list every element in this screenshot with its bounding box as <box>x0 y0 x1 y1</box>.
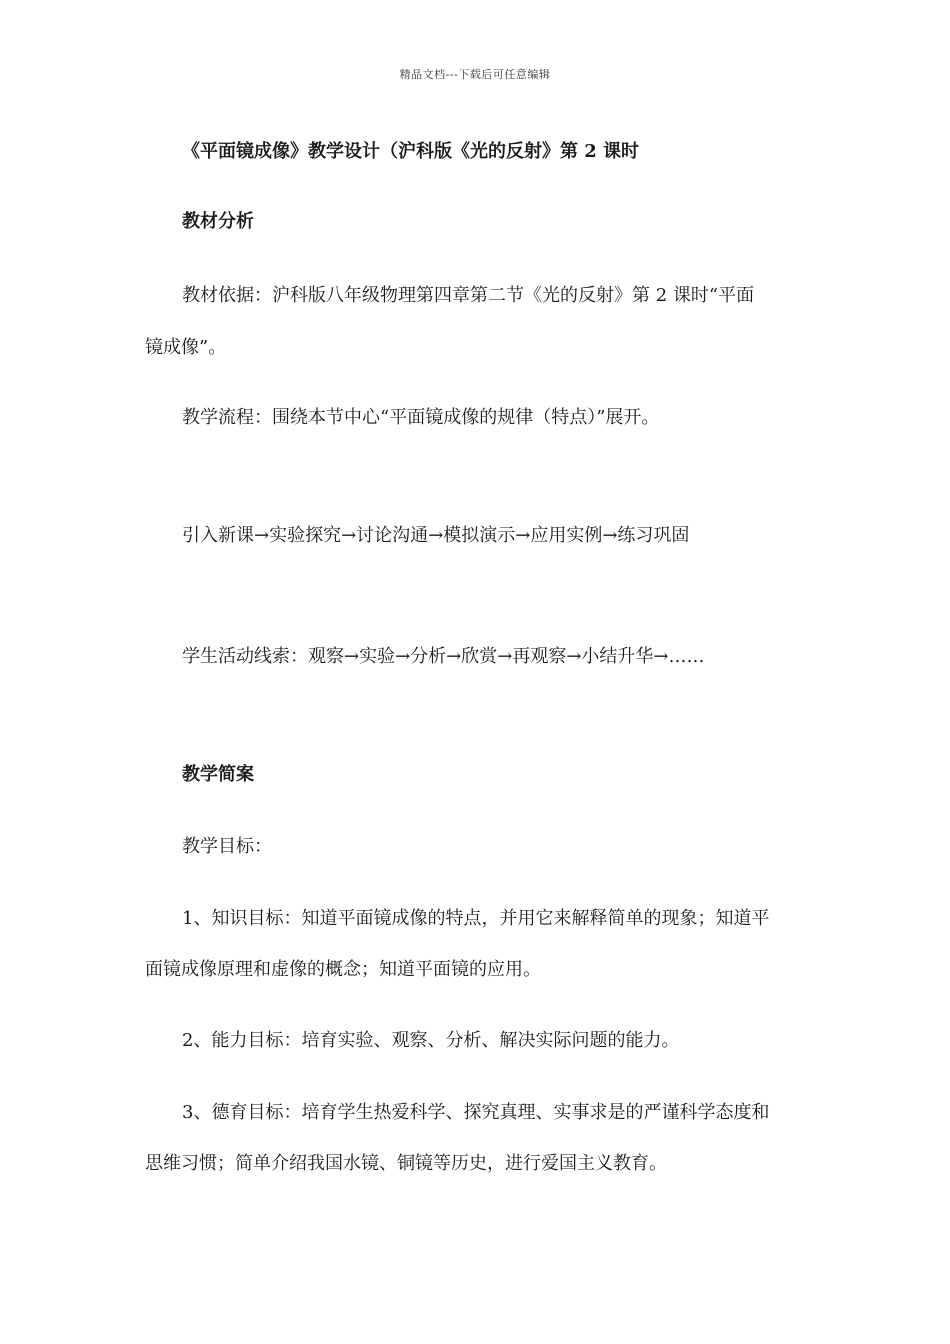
paragraph-material-basis-line1: 教材依据：沪科版八年级物理第四章第二节《光的反射》第 2 课时“平面 <box>182 285 755 306</box>
page-header: 精品文档---下载后可任意编辑 <box>399 68 551 81</box>
section-heading-material-analysis: 教材分析 <box>182 211 254 232</box>
goal-knowledge-line2: 面镜成像原理和虚像的概念；知道平面镜的应用。 <box>145 959 541 980</box>
goal-moral-line1: 3、德育目标：培育学生热爱科学、探究真理、实事求是的严谨科学态度和 <box>182 1102 770 1123</box>
goal-moral-line2: 思维习惯；简单介绍我国水镜、铜镜等历史，进行爱国主义教育。 <box>145 1153 667 1174</box>
teaching-goals-label: 教学目标： <box>182 836 272 857</box>
goal-knowledge-line1: 1、知识目标：知道平面镜成像的特点，并用它来解释简单的现象；知道平 <box>182 908 770 929</box>
paragraph-material-basis-line2: 镜成像”。 <box>145 337 227 358</box>
paragraph-lesson-flow: 引入新课→实验探究→讨论沟通→模拟演示→应用实例→练习巩固 <box>182 525 690 546</box>
document-title: 《平面镜成像》教学设计（沪科版《光的反射》第 2 课时 <box>182 141 640 162</box>
section-heading-teaching-plan: 教学简案 <box>182 764 254 785</box>
goal-ability: 2、能力目标：培育实验、观察、分析、解决实际问题的能力。 <box>182 1030 680 1051</box>
paragraph-student-activity-clues: 学生活动线索：观察→实验→分析→欣赏→再观察→小结升华→…… <box>182 646 705 667</box>
paragraph-teaching-process: 教学流程：围绕本节中心“平面镜成像的规律（特点）”展开。 <box>182 407 660 428</box>
